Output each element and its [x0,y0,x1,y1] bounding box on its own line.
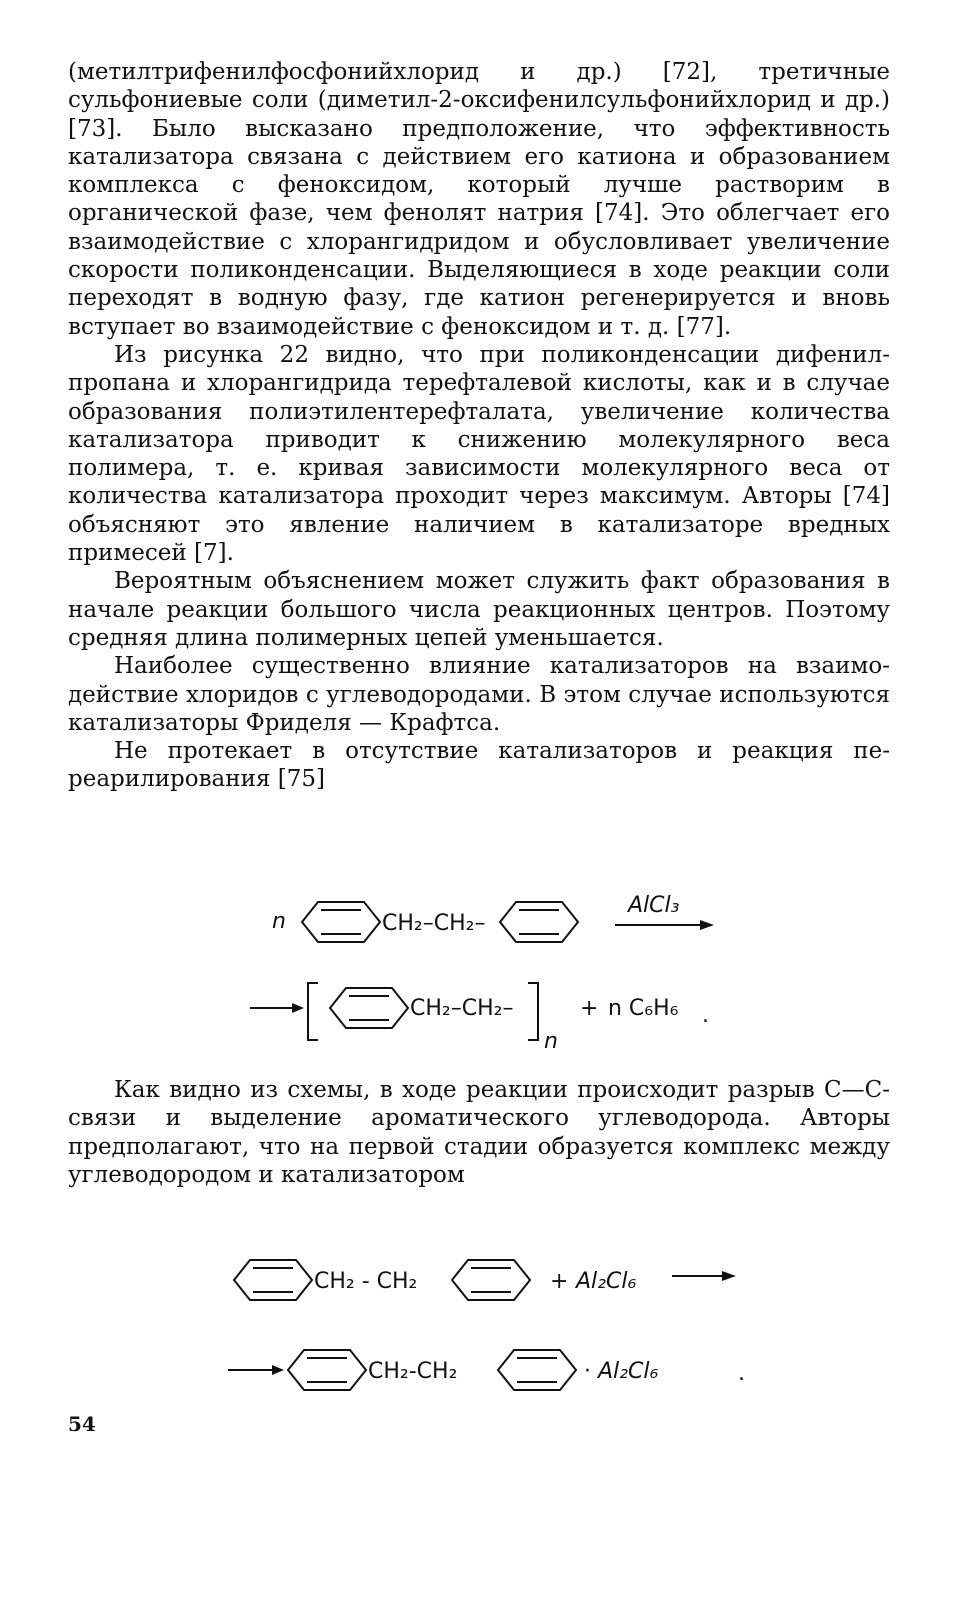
end-dot: . [702,1003,709,1028]
product-bridge: CH₂-CH₂ [368,1359,458,1384]
text-column-lower [68,1076,890,1189]
benzene-ring [452,1260,530,1300]
arrowhead [700,920,714,930]
complex-dot: · [584,1359,591,1384]
paragraph-5: Не протекает в отсутствие катализаторов и реакция переарилирования [75] [68,738,890,793]
aluminium-chloride-dimer: Al₂Cl₆ [576,1269,637,1294]
coefficient-n: n [272,909,286,934]
benzene-ring [234,1260,312,1300]
arrowhead [722,1271,736,1281]
benzene-ring [288,1350,366,1390]
paragraph-2: Из рисунка 22 видно, что при поликонденсации дифенилпропана и хлорангидрида терефталевой кислоты, как и в случае образования полиэтилентерефталата, увеличение количества катализатора приводит к снижению молекулярного веса полимера, т. е. кривая зависимости молекулярного веса от количества катализатора проходит через максимум. Авторы [74] объясняют это явление наличием в катализаторе вредных примесей [7]. [68,341,890,567]
ethylene-bridge: CH₂–CH₂– [382,911,486,936]
paragraph-1: (метилтрифенилфосфонийхлорид и др.) [72], третичные сульфониевые соли (диметил-2-оксифенилсульфонийхлорид и др.) [73]. Было высказано предположение, что эффективность катализатора связана с действием его катиона и образованием комплекса с феноксидом, который лучше растворим в органической фазе, чем фенолят натрия [74]. Это облегчает его взаимодействие с хлорангидридом и обусловливает увеличение скорости поликонденсации. Выделяющиеся в ходе реакции соли переходят в водную фазу, где катион регенерируется и вновь вступает во взаимодействие с феноксидом и т. д. [77]. [68,59,890,340]
benzene-ring [302,902,380,942]
end-dot: . [738,1361,745,1386]
repeat-subscript: n [544,1029,558,1054]
arrowhead [272,1365,284,1375]
page-number: 54 [68,1412,96,1436]
paragraph-6: Как видно из схемы, в ходе реакции происходит разрыв С—С-связи и выделение ароматического углеводорода. Авторы предполагают, что на первой стадии образуется комплекс между углеводородом и катализатором [68,1077,890,1188]
arrowhead [292,1003,304,1013]
left-bracket [308,983,318,1040]
plus-sign: + [580,996,599,1021]
benzene-ring [498,1350,576,1390]
complex-catalyst: Al₂Cl₆ [598,1359,659,1384]
catalyst-label: AlCl₃ [628,893,680,918]
product-bridge: CH₂–CH₂– [410,996,514,1021]
benzene-ring [500,902,578,942]
reaction-scheme-2 [0,1240,976,1410]
benzene-ring [330,988,408,1028]
paragraph-3: Вероятным объяснением может служить факт образования в начале реакции большого числа реакционных центров. Поэтому средняя длина полимерных цепей уменьшается. [68,568,890,651]
paragraph-4: Наиболее существенно влияние катализаторов на взаимодействие хлоридов с углеводородами. В этом случае используются катализаторы Фриделя — Крафтса. [68,653,890,736]
ethylene-bridge: CH₂ - CH₂ [314,1269,418,1294]
benzene-byproduct: n C₆H₆ [608,996,679,1021]
reaction-scheme-1-drawing [0,880,976,1070]
plus-sign: + [550,1269,569,1294]
reaction-scheme-1 [0,880,976,1070]
reaction-scheme-2-drawing [0,1240,976,1410]
right-bracket [528,983,538,1040]
text-column [68,58,890,794]
